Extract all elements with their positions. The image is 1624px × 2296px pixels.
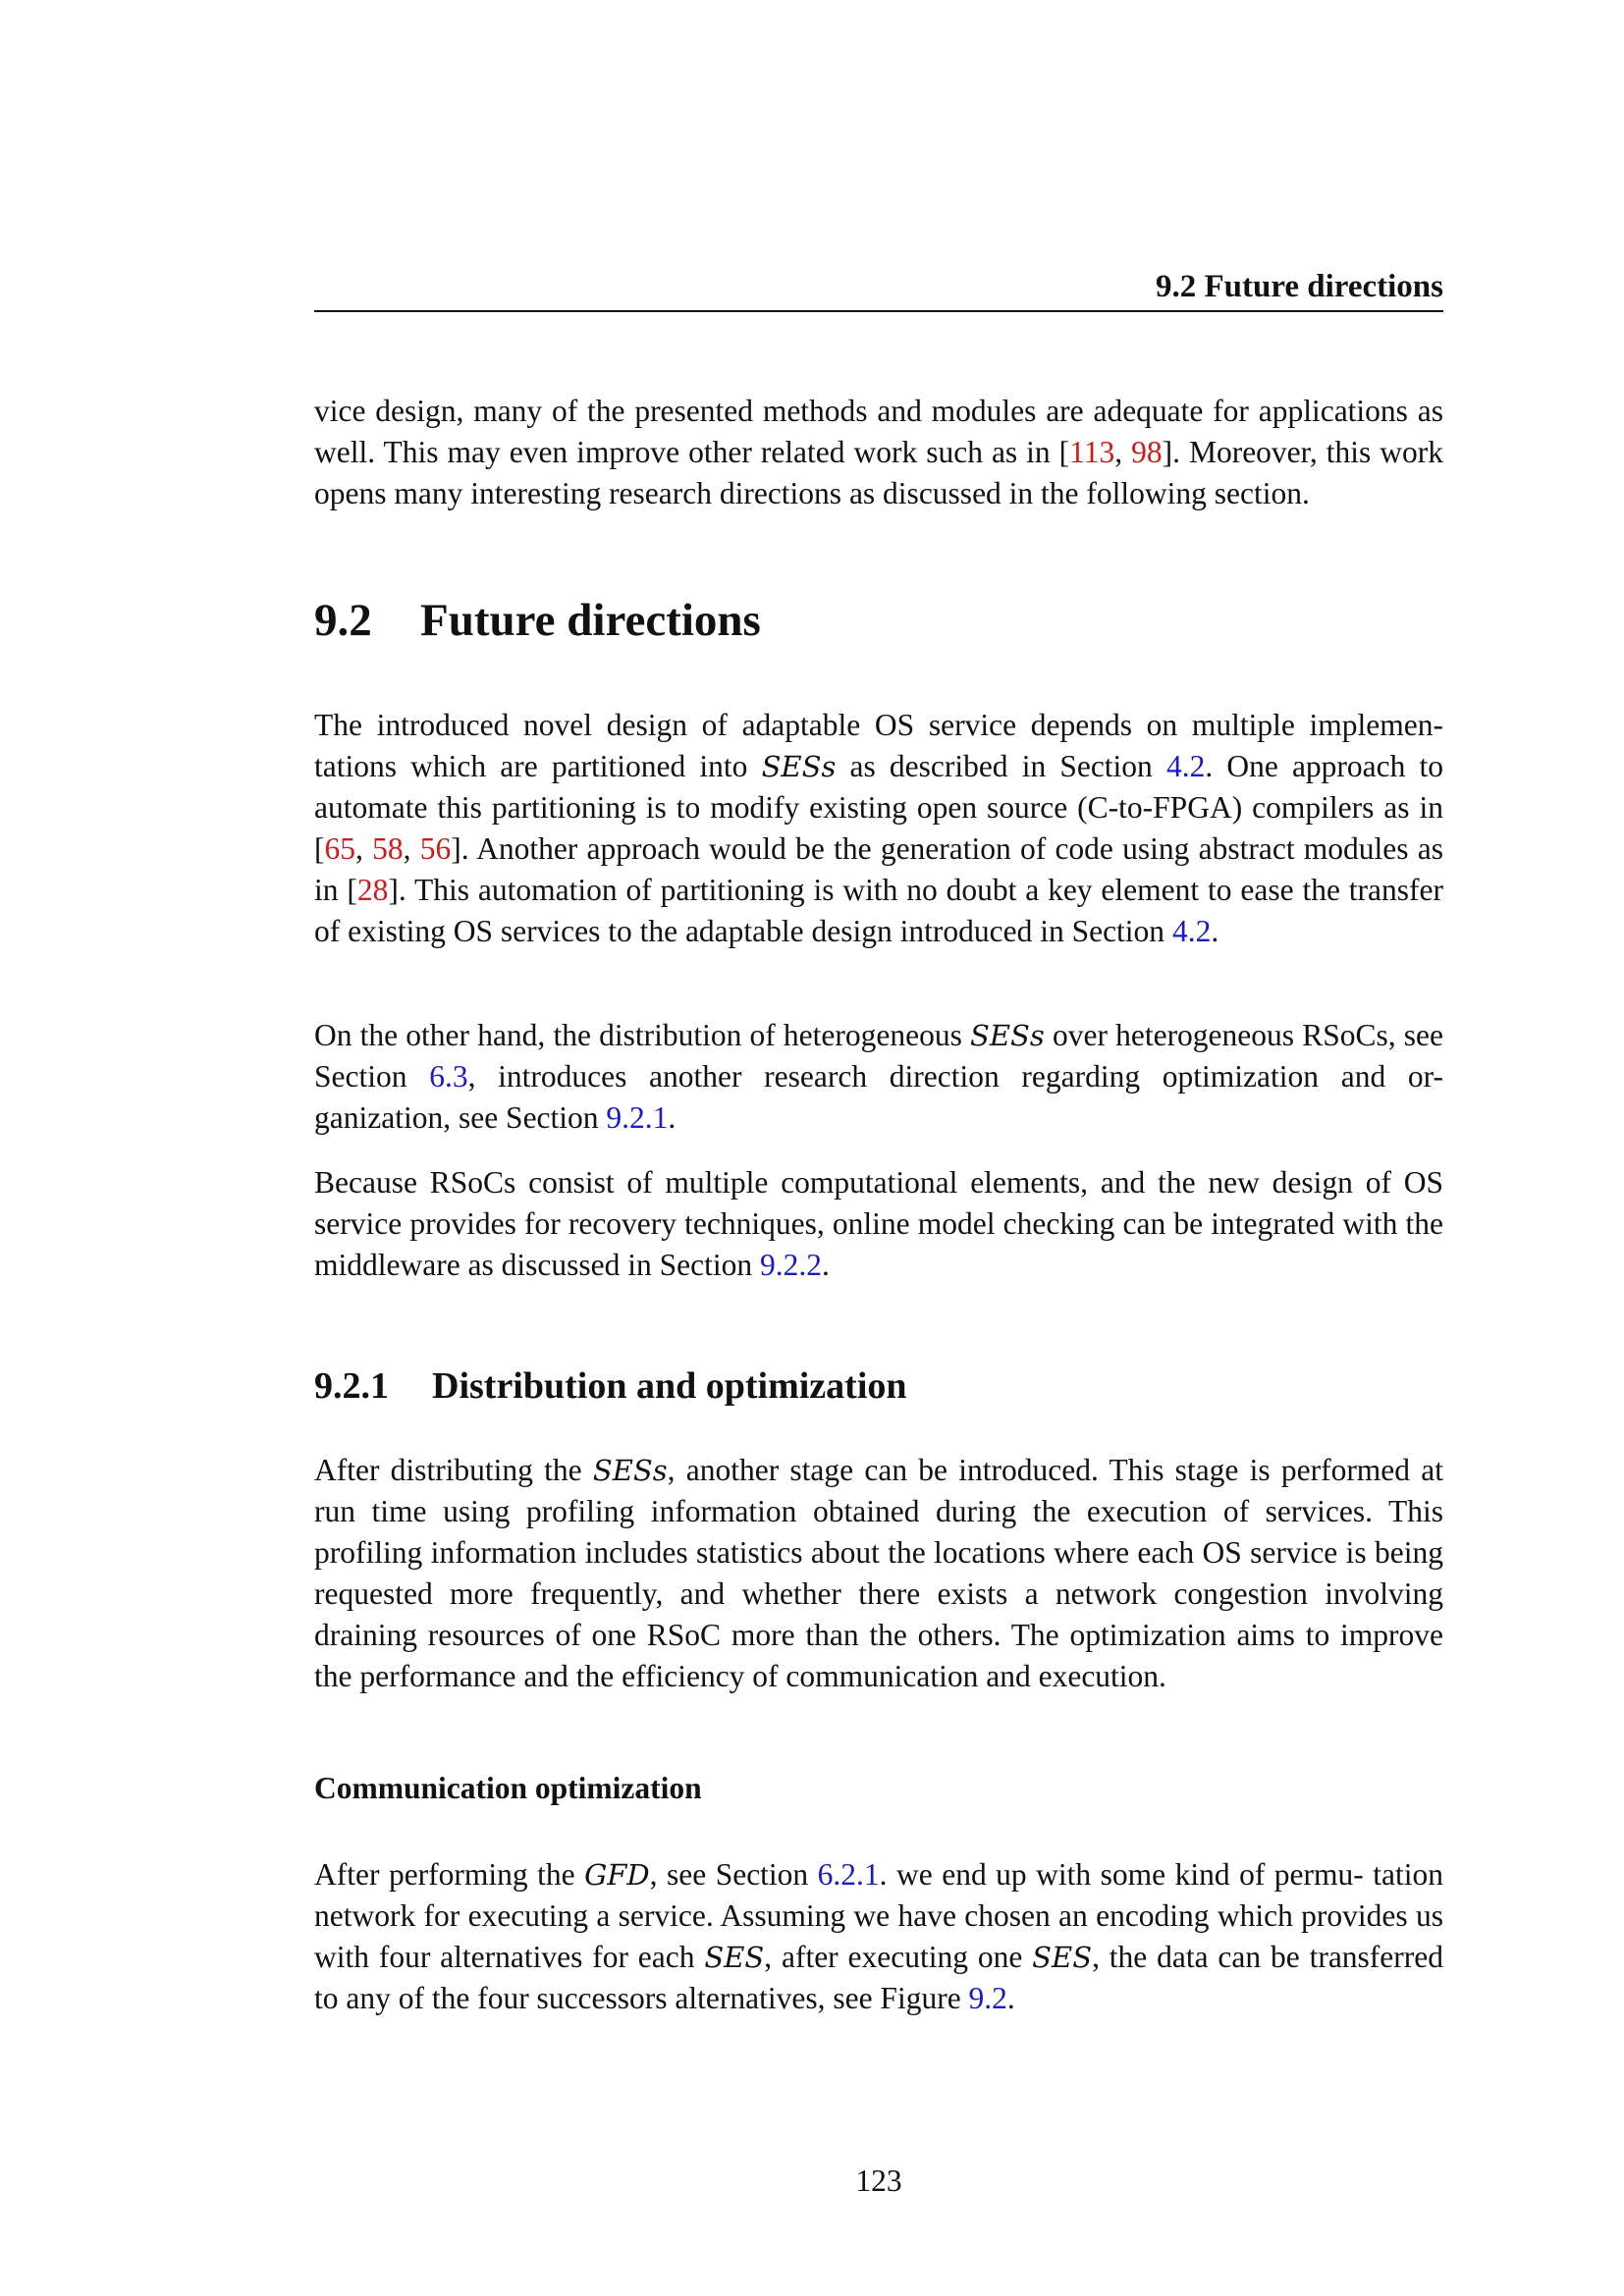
paragraph-3: [314, 1162, 1443, 1286]
intro-paragraph: [314, 391, 1443, 514]
citation-link[interactable]: 28: [356, 873, 389, 907]
paragraph-block: [314, 705, 1443, 952]
citation-link[interactable]: 113: [1069, 435, 1115, 469]
text-run: . One approach to automate this partitioning is to modify existing open source (C-to-FPGA) compilers as in [: [314, 749, 1444, 866]
math-symbol: SES: [1032, 1941, 1093, 1974]
math-symbol: GFD: [584, 1858, 650, 1892]
text-run: as described in Section: [836, 749, 1166, 783]
text-run: ]. This automation of partitioning is with no doubt a key element to ease the transfer of existing OS services to the adaptable design introduced in Section: [314, 873, 1443, 948]
section-link[interactable]: 9.2.1: [606, 1100, 669, 1135]
text-run: ]. Moreover, this work opens many interesting research directions as discussed in the following section.: [314, 435, 1443, 510]
section-number: 9.2: [314, 595, 372, 646]
figure-link[interactable]: 9.2: [968, 1981, 1007, 2015]
text-run: The introduced novel design of adaptable OS service depends on multiple implemen- tations which are partitioned into: [314, 708, 1443, 783]
paragraph-block: [314, 1162, 1443, 1286]
text-run: ,: [1114, 435, 1132, 469]
text-run: After performing the: [314, 1857, 585, 1892]
text-run: ,: [403, 831, 420, 866]
text-run: , after executing one: [764, 1940, 1033, 1974]
citation-link[interactable]: 98: [1131, 435, 1163, 469]
text-run: .: [1006, 1981, 1015, 2015]
paragraph-1: [314, 705, 1443, 952]
text-run: , another stage can be introduced. This stage is performed at run time using profiling information obtained during the execution of services. This profiling information includes statistics about the locations where each OS service is being requested more frequently, and whether there exists a network congestion involving draining resources of one RSoC more than the others. The optimization aims to improve the performance and the efficiency of communication and execution.: [314, 1453, 1443, 1693]
paragraph-5: [314, 1854, 1443, 2019]
text-run: , the data can be transferred to any of the four successors alternatives, see Figure: [314, 1940, 1443, 2015]
paragraph-2: [314, 1015, 1443, 1139]
text-run: ,: [355, 831, 373, 866]
text-run: Because RSoCs consist of multiple computational elements, and the new design of OS service provides for recovery techniques, online model checking can be integrated with the middleware as discussed in Section: [314, 1165, 1443, 1282]
text-run: .: [822, 1248, 830, 1282]
section-link[interactable]: 4.2: [1171, 914, 1212, 948]
text-run: vice design, many of the presented methods and modules are adequate for applications as well. This may even improve other related work such as in [: [314, 394, 1443, 469]
section-link[interactable]: 9.2.2: [760, 1248, 823, 1282]
text-run: ]. Another approach would be the generation of code using abstract modules as in [: [314, 831, 1444, 907]
paragraph-4: [314, 1450, 1443, 1697]
citation-link[interactable]: 56: [419, 831, 452, 866]
subsection-number: 9.2.1: [314, 1365, 389, 1407]
subsection-heading: [314, 1363, 1443, 1409]
section-title: Future directions: [420, 595, 761, 646]
section-link[interactable]: 6.3: [429, 1059, 468, 1094]
text-run: . we end up with some kind of permu- tation network for executing a service. Assuming we have chosen an encoding which provides us with four alternatives for each: [314, 1857, 1443, 1974]
section-link[interactable]: 4.2: [1165, 749, 1206, 783]
text-run: , see Section: [649, 1857, 818, 1892]
citation-link[interactable]: 58: [372, 831, 404, 866]
paragraph-heading-title: Communication optimization: [314, 1771, 702, 1805]
math-symbol: SES: [704, 1941, 765, 1974]
header-rule: [314, 310, 1443, 312]
paragraph-heading: [314, 1769, 1443, 1808]
math-symbol: SESs: [592, 1454, 668, 1487]
running-header: 9.2 Future directions: [1155, 269, 1443, 304]
citation-link[interactable]: 65: [324, 831, 355, 866]
text-run: over heterogeneous RSoCs, see Section: [314, 1018, 1443, 1094]
math-symbol: SESs: [970, 1019, 1045, 1052]
paragraph-block: [314, 1450, 1443, 1697]
text-run: On the other hand, the distribution of heterogeneous: [314, 1018, 971, 1052]
intro-paragraph-block: [314, 391, 1443, 514]
subsection-title: Distribution and optimization: [432, 1365, 907, 1407]
text-run: .: [668, 1100, 677, 1135]
text-run: .: [1211, 914, 1219, 948]
text-run: , introduces another research direction regarding optimization and or- ganization, see Section: [314, 1059, 1443, 1135]
text-run: After distributing the: [314, 1453, 593, 1487]
paragraph-block: [314, 1854, 1443, 2019]
section-link[interactable]: 6.2.1: [817, 1857, 880, 1892]
page-number: 123: [855, 2163, 902, 2198]
section-heading: [314, 593, 1443, 648]
paragraph-block: [314, 1015, 1443, 1139]
math-symbol: SESs: [761, 750, 837, 783]
